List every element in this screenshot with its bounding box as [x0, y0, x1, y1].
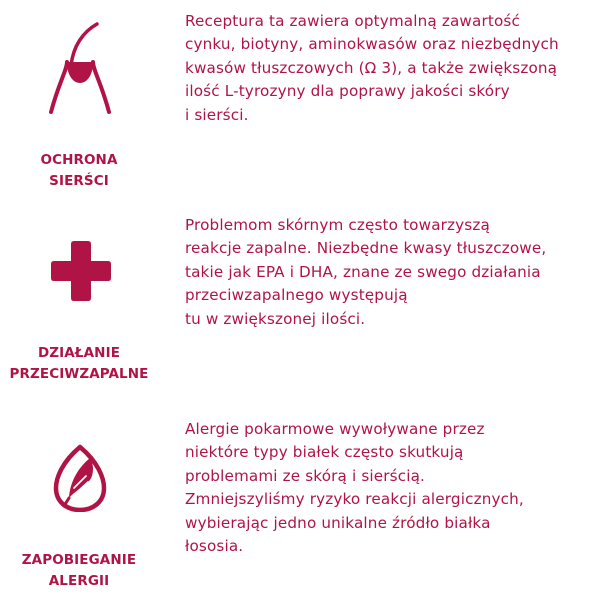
feature-allergy-icon — [52, 444, 108, 512]
hair-follicle-icon — [45, 22, 115, 122]
feature-allergy-prevention — [0, 400, 593, 600]
feature-title: OCHRONA SIERŚCI — [40, 152, 118, 189]
feature-description: Receptura ta zawiera optymalną zawartość cynku, biotyny, aminokwasów oraz niezbędnych kwasów tłuszczowych (Ω 3), a także zwiększoną ilość L-tyrozyny dla poprawy jakości skóry i sierści. — [185, 12, 559, 124]
feature-description: Alergie pokarmowe wywoływane przez niektóre typy białek często skutkują problemami ze skórą i sierścią. Zmniejszyliśmy ryzyko reakcji alergicznych, wybierając jedno unikalne źródło białka łososia. — [185, 420, 524, 556]
feature-title: ZAPOBIEGANIE ALERGII — [21, 552, 137, 589]
feature-description: Problemom skórnym często towarzyszą reakcje zapalne. Niezbędne kwasy tłuszczowe, takie jak EPA i DHA, znane ze swego działania przeciwzapalnego występują tu w zwiększonej ilości. — [185, 216, 547, 328]
medical-cross-icon — [50, 240, 112, 302]
feature-anti-inflammatory — [0, 200, 593, 400]
feature-hair-protection — [0, 0, 593, 200]
feature-title: DZIAŁANIE PRZECIWZAPALNE — [9, 345, 149, 382]
